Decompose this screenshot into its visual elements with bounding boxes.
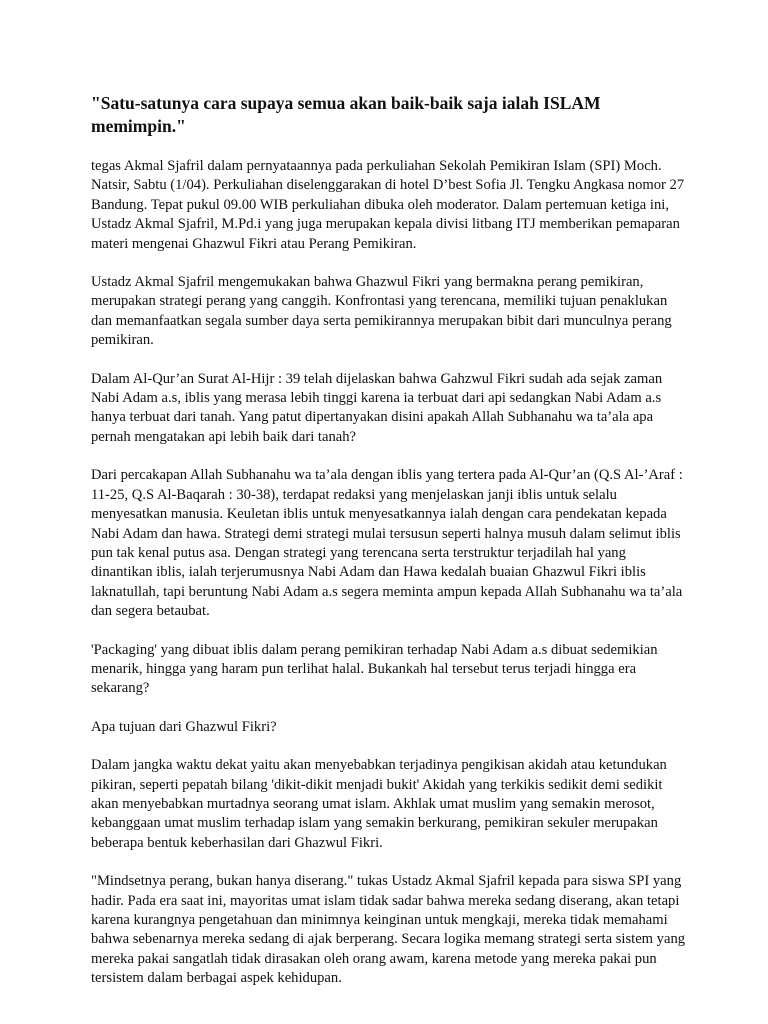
- paragraph-al-hijr: Dalam Al-Qur’an Surat Al-Hijr : 39 telah dijelaskan bahwa Gahzwul Fikri sudah ada sejak zaman Nabi Adam a.s, iblis yang merasa lebih tinggi karena ia terbuat dari api sedangkan Nabi Adam a.s hanya terbuat dari tanah. Yang patut dipertanyakan disini apakah Allah Subhanahu wa ta’ala apa pernah mengatakan api lebih baik dari tanah?: [91, 370, 663, 445]
- paragraph-packaging: 'Packaging' yang dibuat iblis dalam perang pemikiran terhadap Nabi Adam a.s dibuat sedemikian menarik, hingga yang haram pun terlihat halal. Bukankah hal tersebut terus terjadi hingga era sekarang?: [91, 641, 658, 697]
- paragraph-iblis-promise: Dari percakapan Allah Subhanahu wa ta’ala dengan iblis yang tertera pada Al-Qur’an (Q.S Al-’Araf : 11-25, Q.S Al-Baqarah : 30-38), terdapat redaksi yang menjelaskan janji iblis untuk selalu menyesatkan manusia. Keuletan iblis untuk menyesatkannya ialah dengan cara pendekatan kepada Nabi Adam dan hawa. Strategi demi strategi mulai tersusun seperti halnya musuh dalam selimut iblis pun tak kenal putus asa. Dengan strategi yang terencana serta terstruktur terjadilah hal yang dinantikan iblis, ialah terjerumusnya Nabi Adam dan Hawa kedalah buaian Ghazwul Fikri iblis laknatullah, tapi beruntung Nabi Adam a.s segera meminta ampun kepada Allah Subhanahu wa ta’ala dan segera betaubat.: [91, 467, 683, 620]
- article-title: "Satu-satunya cara supaya semua akan baik-baik saja ialah ISLAM memimpin.": [91, 93, 601, 136]
- paragraph-goals: Dalam jangka waktu dekat yaitu akan menyebabkan terjadinya pengikisan akidah atau ketundukan pikiran, seperti pepatah bilang 'dikit-dikit menjadi bukit' Akidah yang terkikis sedikit demi sedikit akan menyebabkan murtadnya seorang umat islam. Akhlak umat muslim yang semakin merosot, kebanggaan umat muslim terhadap islam yang semakin berkurang, pemikiran sekuler merupakan beberapa bentuk keberhasilan dari Ghazwul Fikri.: [91, 757, 667, 851]
- paragraph-question: Apa tujuan dari Ghazwul Fikri?: [91, 718, 277, 735]
- paragraph-ghazwul-definition: Ustadz Akmal Sjafril mengemukakan bahwa Ghazwul Fikri yang bermakna perang pemikiran, merupakan strategi perang yang canggih. Konfrontasi yang terencana, memiliki tujuan penaklukan dan memanfaatkan segala sumber daya serta pemikirannya merupakan bibit dari munculnya perang pemikiran.: [91, 274, 672, 349]
- document-page: [91, 92, 691, 1008]
- paragraph-mindset: "Mindsetnya perang, bukan hanya diserang." tukas Ustadz Akmal Sjafril kepada para siswa SPI yang hadir. Pada era saat ini, mayoritas umat islam tidak sadar bahwa mereka sedang diserang, akan tetapi karena kurangnya pengetahuan dan minimnya keinginan untuk mengkaji, mereka tidak memahami bahwa sebenarnya mereka sedang di ajak berperang. Secara logika memang strategi serta sistem yang mereka pakai sangatlah tidak dirasakan oleh orang awam, karena metode yang mereka pakai pun tersistem dalam berbagai aspek kehidupan.: [91, 873, 686, 987]
- paragraph-intro: tegas Akmal Sjafril dalam pernyataannya pada perkuliahan Sekolah Pemikiran Islam (SPI) Moch. Natsir, Sabtu (1/04). Perkuliahan diselenggarakan di hotel D’best Sofia Jl. Tengku Angkasa nomor 27 Bandung. Tepat pukul 09.00 WIB perkuliahan dibuka oleh moderator. Dalam pertemuan ketiga ini, Ustadz Akmal Sjafril, M.Pd.i yang juga merupakan kepala divisi litbang ITJ memberikan pemaparan materi mengenai Ghazwul Fikri atau Perang Pemikiran.: [91, 158, 685, 252]
